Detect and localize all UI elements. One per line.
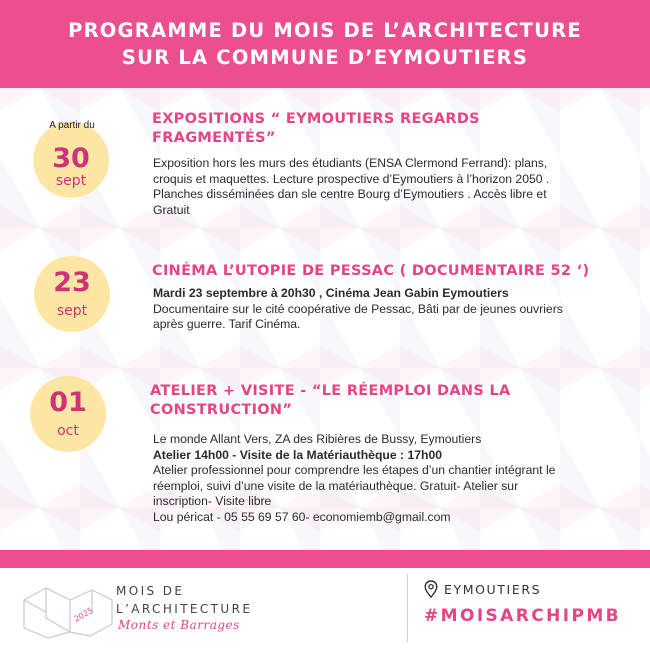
event-description — [153, 286, 563, 333]
description-line: croquis et maquettes. Lecture prospective d’Eymoutiers à l’horizon 2050 . — [153, 171, 550, 186]
event-title-line: EXPOSITIONS “ EYMOUTIERS REGARDS — [152, 111, 480, 127]
location-label: EYMOUTIERS — [444, 581, 542, 597]
date-day: 01 — [49, 387, 87, 418]
date-badge — [30, 376, 106, 452]
description-line: Gratuit — [153, 202, 190, 217]
description-line: Documentaire sur le cité coopérative de Pessac, Bâti par de jeunes ouvriers — [153, 301, 563, 316]
page-title-line-1: PROGRAMME DU MOIS DE L’ARCHITECTURE — [68, 19, 582, 42]
event-contact: Lou péricat - 05 55 69 57 60- economiemb@gmail.com — [153, 509, 451, 524]
date-day: 30 — [52, 143, 90, 174]
date-prefix: A partir du — [49, 120, 95, 131]
event-title-line: CINÉMA L’UTOPIE DE PESSAC ( DOCUMENTAIRE 52 ‘) — [152, 263, 590, 279]
event-title-line: CONSTRUCTION” — [150, 402, 293, 418]
date-badge — [33, 122, 109, 198]
description-line: Planches disséminées dan sle centre Bourg d’Eymoutiers . Accès libre et — [153, 187, 547, 202]
logo-subtitle: Monts et Barrages — [118, 618, 240, 632]
date-month: sept — [56, 303, 88, 319]
date-badge — [34, 256, 110, 332]
date-month: oct — [57, 423, 79, 439]
location — [424, 580, 541, 598]
page-header — [0, 0, 650, 88]
description-line: réemploi, suivi d’une visite de la matériauthèque. Gratuit- Atelier sur — [153, 478, 519, 493]
divider — [407, 574, 408, 642]
event-schedule: Atelier 14h00 - Visite de la Matériauthèque : 17h00 — [153, 447, 443, 462]
logo-line: L’ARCHITECTURE — [116, 602, 253, 616]
event-title — [150, 382, 511, 420]
footer — [0, 568, 650, 650]
event-description — [153, 432, 555, 526]
date-month: sept — [55, 173, 87, 189]
description-line: inscription- Visite libre — [153, 494, 272, 509]
logo-year: 2025 — [72, 605, 95, 624]
logo-line: MOIS DE — [116, 584, 185, 598]
event-location: Le monde Allant Vers, ZA des Ribières de Bussy, Eymoutiers — [153, 432, 482, 446]
description-line: après guerre. Tarif Cinéma. — [153, 317, 301, 332]
description-line: Atelier professionnel pour comprendre les étapes d’un chantier intégrant le — [153, 463, 556, 478]
architecture-logo-icon — [18, 578, 114, 640]
event-title — [152, 262, 589, 281]
event-description — [153, 156, 549, 218]
footer-band — [0, 550, 650, 568]
date-day: 23 — [53, 267, 91, 298]
event-title-line: ATELIER + VISITE - “LE RÉEMPLOI DANS LA — [150, 383, 511, 399]
description-line: Exposition hors les murs des étudiants (ENSA Clermond Ferrand): plans, — [153, 156, 548, 170]
logo-wordmark — [116, 582, 252, 618]
map-pin-icon — [424, 580, 438, 598]
event-schedule: Mardi 23 septembre à 20h30 , Cinéma Jean Gabin Eymoutiers — [153, 286, 509, 300]
hashtag: #MOISARCHIPMB — [424, 606, 621, 626]
event-title — [152, 110, 480, 148]
event-title-line: FRAGMENTÉS” — [152, 130, 276, 146]
page-title-line-2: SUR LA COMMUNE D’EYMOUTIERS — [121, 46, 529, 69]
